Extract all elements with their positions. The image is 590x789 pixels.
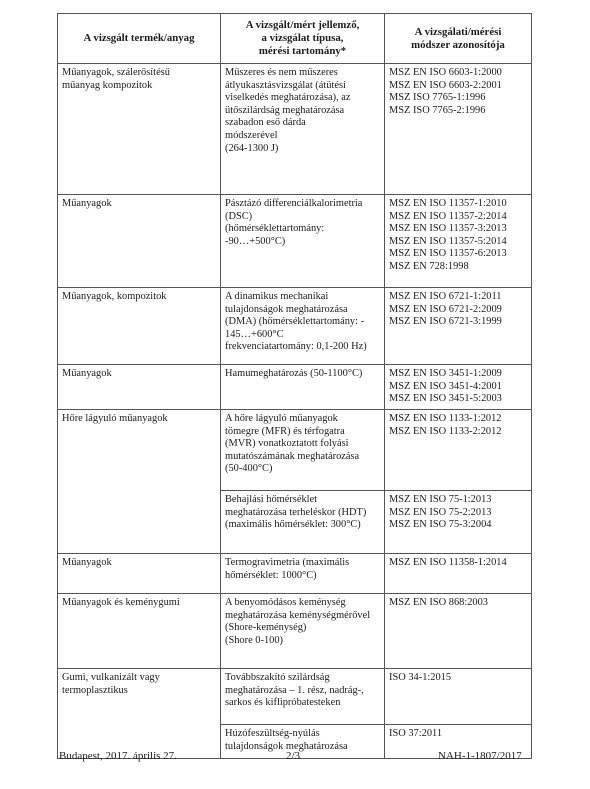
characteristic-line: átlyukasztásvizsgálat (átütési: [225, 79, 346, 91]
characteristic-line: Hamumeghatározás (50-1100°C): [225, 368, 363, 379]
product-line: Műanyagok: [62, 198, 112, 209]
product-line: Műanyagok, szálerősítésű: [62, 67, 170, 78]
method-line: MSZ EN ISO 1133-1:2012: [389, 413, 502, 424]
characteristic-line: mutatószámának meghatározása: [225, 450, 360, 462]
header-line: A vizsgálati/mérési: [414, 25, 502, 38]
method-line: MSZ EN ISO 3451-4:2001: [389, 380, 502, 392]
product-line: Műanyagok és keménygumi: [62, 597, 180, 608]
method-line: ISO 37:2011: [389, 728, 443, 739]
method-cell: [385, 554, 532, 594]
method-line: ISO 34-1:2015: [389, 672, 452, 683]
accreditation-scope-table: [57, 13, 532, 759]
method-line: MSZ EN ISO 6603-1:2000: [389, 67, 502, 78]
header-product: [58, 14, 221, 64]
method-line: MSZ EN ISO 6721-1:2011: [389, 291, 502, 302]
product-line: Műanyagok: [62, 368, 112, 379]
characteristic-line: meghatározása terheléskor (HDT): [225, 506, 367, 518]
header-method: [385, 14, 532, 64]
header-line: A vizsgált termék/anyag: [83, 32, 195, 44]
characteristic-cell: [221, 669, 385, 725]
product-cell: [58, 669, 221, 759]
characteristic-line: (maximális hőmérséklet: 300°C): [225, 519, 361, 531]
characteristic-cell: [221, 288, 385, 365]
table-row: [58, 594, 532, 669]
method-line: MSZ EN ISO 11357-6:2013: [389, 248, 507, 260]
method-cell: [385, 288, 532, 365]
table-row: [58, 410, 532, 491]
characteristic-line: A dinamikus mechanikai: [225, 291, 329, 302]
footer-date: Budapest, 2017. április 27.: [59, 750, 177, 762]
characteristic-line: (DMA) (hőmérséklettartomány: -: [225, 316, 365, 328]
method-cell: [385, 64, 532, 195]
method-line: MSZ EN ISO 75-1:2013: [389, 494, 492, 505]
product-cell: [58, 410, 221, 554]
method-line: MSZ EN ISO 11357-5:2014: [389, 235, 507, 247]
product-line: termoplasztikus: [62, 684, 128, 696]
characteristic-line: -90…+500°C): [225, 235, 286, 247]
table-header-row: [58, 14, 532, 64]
product-cell: [58, 64, 221, 195]
product-cell: [58, 288, 221, 365]
characteristic-line: Műszeres és nem műszeres: [225, 67, 338, 78]
method-cell: [385, 491, 532, 554]
product-cell: [58, 195, 221, 288]
header-line: mérési tartomány*: [258, 45, 347, 57]
characteristic-line: Termogravimetria (maximális: [225, 557, 350, 568]
method-line: MSZ EN ISO 6721-3:1999: [389, 316, 502, 328]
method-line: MSZ EN ISO 11357-2:2014: [389, 210, 507, 222]
characteristic-line: A hőre lágyuló műanyagok: [225, 413, 338, 424]
product-line: Műanyagok, kompozitok: [62, 291, 167, 302]
characteristic-cell: [221, 491, 385, 554]
characteristic-cell: [221, 365, 385, 410]
header-line: a vizsgálat típusa,: [261, 32, 344, 44]
method-cell: [385, 410, 532, 491]
product-line: Hőre lágyuló műanyagok: [62, 413, 168, 424]
characteristic-line: (hőmérséklettartomány:: [225, 223, 325, 235]
characteristic-line: hőmérséklet: 1000°C): [225, 569, 317, 581]
characteristic-line: tömegre (MFR) és térfogatra: [225, 425, 345, 437]
method-line: MSZ EN ISO 1133-2:2012: [389, 425, 502, 437]
table-row: [58, 669, 532, 725]
table-row: [58, 365, 532, 410]
characteristic-line: Húzófeszültség-nyúlás: [225, 728, 320, 739]
method-cell: [385, 195, 532, 288]
footer-document-id: NAH-1-1807/2017: [438, 750, 522, 762]
characteristic-line: sarkos és kiflipróbatesteken: [225, 697, 341, 709]
characteristic-cell: [221, 410, 385, 491]
method-line: MSZ EN ISO 3451-5:2003: [389, 393, 502, 405]
characteristic-line: (MVR) vonatkoztatott folyási: [225, 438, 349, 450]
product-cell: [58, 594, 221, 669]
characteristic-line: Továbbszakító szilárdság: [225, 672, 330, 683]
method-line: MSZ ISO 7765-2:1996: [389, 104, 486, 116]
characteristic-cell: [221, 195, 385, 288]
method-line: MSZ EN ISO 6721-2:2009: [389, 303, 502, 315]
method-line: MSZ ISO 7765-1:1996: [389, 92, 486, 104]
header-line: A vizsgált/mért jellemző,: [245, 19, 360, 31]
characteristic-line: A benyomódásos keménység: [225, 597, 346, 608]
characteristic-cell: [221, 554, 385, 594]
table-row: [58, 288, 532, 365]
characteristic-line: tulajdonságok meghatározása: [225, 740, 348, 752]
product-cell: [58, 554, 221, 594]
product-line: műanyag kompozitok: [62, 79, 153, 91]
characteristic-line: Pásztázó differenciálkalorimetria: [225, 198, 363, 209]
header-line: módszer azonosítója: [411, 38, 505, 51]
method-cell: [385, 669, 532, 725]
method-line: MSZ EN ISO 3451-1:2009: [389, 368, 502, 379]
footer-page-number: 2/3: [286, 750, 301, 762]
table-row: [58, 554, 532, 594]
characteristic-line: (Shore-keménység): [225, 622, 307, 634]
characteristic-cell: [221, 594, 385, 669]
method-line: MSZ EN ISO 6603-2:2001: [389, 79, 502, 91]
method-cell: [385, 365, 532, 410]
characteristic-line: 145…+600°C: [225, 328, 284, 340]
characteristic-cell: [221, 64, 385, 195]
characteristic-cell: [221, 725, 385, 759]
characteristic-line: frekvenciatartomány: 0,1-200 Hz): [225, 341, 367, 353]
characteristic-line: (50-400°C): [225, 463, 273, 475]
method-line: MSZ EN ISO 868:2003: [389, 597, 489, 608]
characteristic-line: szabadon eső dárda: [225, 117, 306, 129]
method-cell: [385, 594, 532, 669]
characteristic-line: meghatározása – 1. rész, nadrág-,: [225, 684, 364, 696]
table-row: [58, 195, 532, 288]
table-row: [58, 64, 532, 195]
characteristic-line: meghatározása keménységmérővel: [225, 609, 371, 621]
method-line: MSZ EN ISO 11357-3:2013: [389, 223, 507, 235]
method-line: MSZ EN ISO 75-2:2013: [389, 506, 492, 518]
product-line: Gumi, vulkanizált vagy: [62, 672, 160, 683]
characteristic-line: viselkedés meghatározása), az: [225, 92, 351, 104]
table-body: [58, 64, 532, 759]
method-line: MSZ EN ISO 75-3:2004: [389, 519, 492, 531]
characteristic-line: módszerével: [225, 129, 278, 141]
method-line: MSZ EN 728:1998: [389, 260, 469, 272]
header-characteristic: [221, 14, 385, 64]
characteristic-line: (Shore 0-100): [225, 634, 284, 646]
method-line: MSZ EN ISO 11357-1:2010: [389, 198, 507, 209]
characteristic-line: (DSC): [225, 210, 253, 222]
product-cell: [58, 365, 221, 410]
characteristic-line: tulajdonságok meghatározása: [225, 303, 348, 315]
method-line: MSZ EN ISO 11358-1:2014: [389, 557, 507, 568]
characteristic-line: Behajlási hőmérséklet: [225, 494, 318, 505]
characteristic-line: ütőszilárdság meghatározása: [225, 104, 345, 116]
product-line: Műanyagok: [62, 557, 112, 568]
characteristic-line: (264-1300 J): [225, 142, 279, 154]
